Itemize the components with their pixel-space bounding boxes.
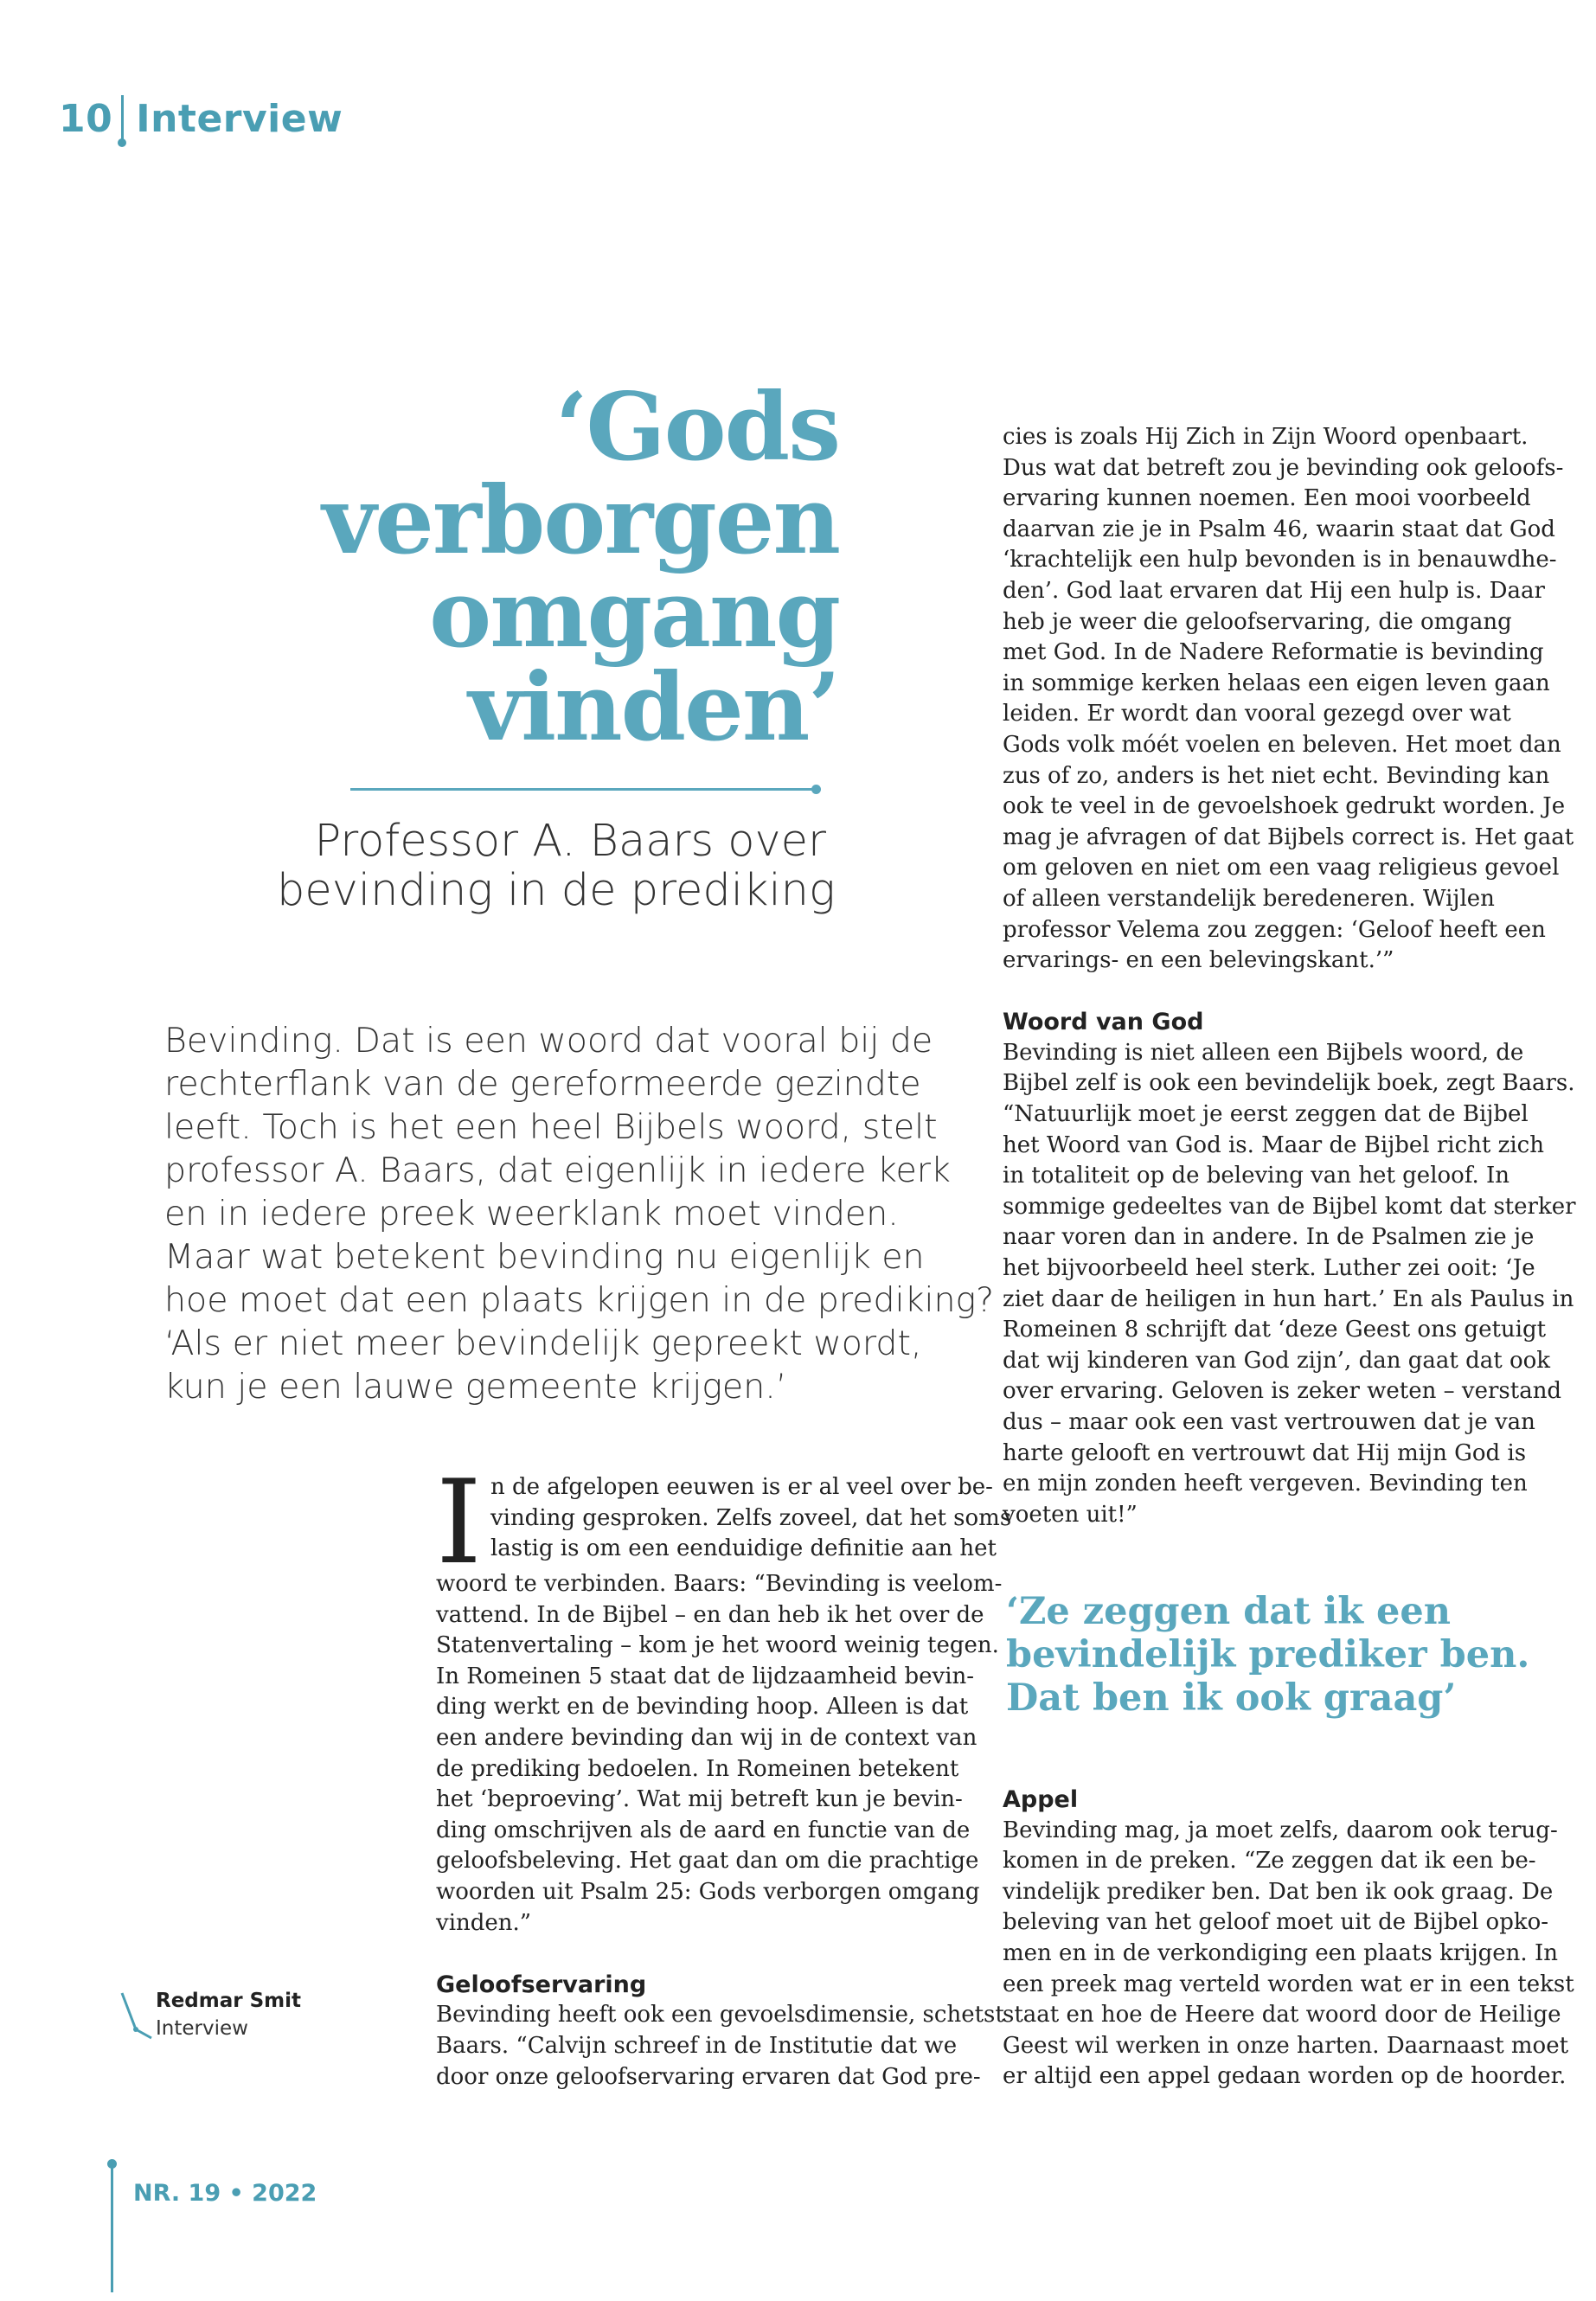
page-number: 10 [59, 97, 113, 141]
body-paragraph [436, 1569, 1003, 1939]
body-line: Bevinding mag, ja moet zelfs, daarom ook terug- [1003, 1817, 1558, 1843]
body-paragraph [436, 2000, 1004, 2093]
body-line: over ervaring. Geloven is zeker weten – verstand [1003, 1378, 1562, 1405]
intro-paragraph [164, 1019, 995, 1408]
intro-line: kun je een lauwe gemeente krijgen.’ [164, 1367, 787, 1407]
body-line: Dus wat dat betreft zou je bevinding ook geloofs- [1003, 454, 1564, 481]
headline-divider [350, 788, 816, 791]
subtitle [277, 816, 836, 916]
body-line: geloofsbeleving. Het gaat dan om die prachtige [436, 1848, 979, 1875]
pull-quote [1006, 1590, 1560, 1720]
body-line: ‘krachtelijk een hulp bevonden is in benauwdhe- [1003, 547, 1557, 574]
body-column-middle [436, 1455, 1012, 2093]
body-line: professor Velema zou zeggen: ‘Geloof heeft een [1003, 916, 1546, 943]
section-label: Interview [136, 97, 343, 141]
headline-line: omgang [429, 560, 839, 669]
body-line: een preek mag verteld worden wat er in een tekst [1003, 1971, 1574, 1997]
body-line: ook te veel in de gevoelshoek gedrukt worden. Je [1003, 793, 1566, 820]
body-line: heb je weer die geloofservaring, die omgang [1003, 608, 1512, 635]
body-line: staat en hoe de Heere dat woord door de Heilige [1003, 2002, 1561, 2029]
body-line: cies is zoals Hij Zich in Zijn Woord openbaart. [1003, 424, 1529, 450]
body-line: mag je afvragen of dat Bijbels correct is. Het gaat [1003, 824, 1574, 850]
body-line: het ‘beproeving’. Wat mij betreft kun je bevin- [436, 1786, 963, 1813]
body-line: in totaliteit op de beleving van het geloof. In [1003, 1163, 1510, 1189]
body-line: ziet daar de heiligen in hun hart.’ En als Paulus in [1003, 1285, 1574, 1312]
body-line: en mijn zonden heeft vergeven. Bevinding ten [1003, 1471, 1528, 1497]
body-line: om geloven en niet om een vaag religieus gevoel [1003, 855, 1560, 881]
body-line: Geest wil werken in onze harten. Daarnaast moet [1003, 2032, 1569, 2059]
body-line: Romeinen 8 schrijft dat ‘deze Geest ons getuigt [1003, 1317, 1547, 1343]
body-column-right [1003, 422, 1576, 1530]
body-line: Bevinding heeft ook een gevoelsdimensie, schetst [436, 2002, 1004, 2029]
body-paragraph [1003, 422, 1574, 977]
body-line: door onze geloofservaring ervaren dat God pre- [436, 2063, 981, 2090]
body-line: Bijbel zelf is ook een bevindelijk boek, zegt Baars. [1003, 1070, 1575, 1097]
body-line: beleving van het geloof moet uit de Bijbel opko- [1003, 1909, 1549, 1936]
pull-quote-line: bevindelijk prediker ben. [1006, 1633, 1530, 1676]
body-line: er altijd een appel gedaan worden op de hoorder. [1003, 2063, 1567, 2090]
body-line: Baars. “Calvijn schreef in de Institutie dat we [436, 2032, 958, 2059]
body-line: “Natuurlijk moet je eerst zeggen dat de Bijbel [1003, 1101, 1529, 1128]
page-header [59, 95, 343, 141]
pull-quote-line: ‘Ze zeggen dat ik een [1006, 1590, 1452, 1633]
body-line: vindelijk prediker ben. Dat ben ik ook graag. De [1003, 1878, 1554, 1905]
body-line: naar voren dan in andere. In de Psalmen zie je [1003, 1224, 1535, 1251]
body-line: woorden uit Psalm 25: Gods verborgen omgang [436, 1878, 980, 1905]
body-line: het bijvoorbeeld heel sterk. Luther zei ooit: ‘Je [1003, 1255, 1535, 1282]
body-line: voeten uit!” [1003, 1501, 1138, 1528]
author-role: Interview [156, 2017, 248, 2040]
body-line: daarvan zie je in Psalm 46, waarin staat dat God [1003, 516, 1555, 542]
headline-line: vinden’ [468, 653, 839, 762]
body-line: lastig is om een eenduidige definitie aan het [490, 1535, 997, 1562]
body-line: met God. In de Nadere Reformatie is bevinding [1003, 639, 1544, 666]
body-line: ding werkt en de bevinding hoop. Alleen is dat [436, 1694, 969, 1721]
intro-line: rechterflank van de gereformeerde gezindte [164, 1064, 921, 1104]
body-line: komen in de preken. “Ze zeggen dat ik een be- [1003, 1848, 1536, 1875]
body-line: een andere bevinding dan wij in de context van [436, 1724, 977, 1751]
pull-quote-line: Dat ben ik ook graag’ [1006, 1676, 1457, 1720]
body-line: de prediking bedoelen. In Romeinen betekent [436, 1755, 959, 1782]
body-line: vinden.” [436, 1909, 532, 1936]
subtitle-line: Professor A. Baars over [314, 816, 826, 867]
body-line: ervaring kunnen noemen. Een mooi voorbeeld [1003, 485, 1531, 512]
issue-label: NR. 19 • 2022 [133, 2180, 317, 2207]
intro-line: hoe moet dat een plaats krijgen in de prediking? [164, 1280, 995, 1320]
intro-line: ‘Als er niet meer bevindelijk gepreekt wordt, [164, 1324, 922, 1363]
headline [294, 373, 839, 762]
body-line: woord te verbinden. Baars: “Bevinding is veelom- [436, 1571, 1003, 1597]
dropcap: I [436, 1455, 482, 1590]
body-line: In Romeinen 5 staat dat de lijdzaamheid bevin- [436, 1663, 975, 1689]
body-column-right-lower [1003, 1785, 1574, 2093]
body-line: ervarings- en een belevingskant.’” [1003, 947, 1394, 974]
body-line: dus – maar ook een vast vertrouwen dat je van [1003, 1409, 1535, 1435]
pen-icon [119, 1991, 153, 2043]
body-line: den’. God laat ervaren dat Hij een hulp is. Daar [1003, 577, 1545, 604]
body-line: vinding gesproken. Zelfs zoveel, dat het soms [490, 1504, 1012, 1531]
body-line: ding omschrijven als de aard en functie van de [436, 1817, 971, 1843]
body-line: harte gelooft en vertrouwt dat Hij mijn God is [1003, 1439, 1527, 1466]
header-separator [121, 95, 124, 140]
section-heading: Geloofservaring [436, 1971, 647, 1998]
body-line: leiden. Er wordt dan vooral gezegd over wat [1003, 701, 1511, 727]
body-line: dat wij kinderen van God zijn’, dan gaat dat ook [1003, 1347, 1551, 1374]
author-name: Redmar Smit [156, 1990, 302, 2012]
body-paragraph [1003, 1038, 1576, 1531]
body-line: Gods volk móét voelen en beleven. Het moet dan [1003, 731, 1561, 758]
section-heading: Woord van God [1003, 1009, 1204, 1036]
headline-line: verborgen [322, 466, 839, 575]
section-heading: Appel [1003, 1786, 1079, 1813]
intro-line: professor A. Baars, dat eigenlijk in iedere kerk [164, 1150, 951, 1190]
body-line: zus of zo, anders is het niet echt. Bevinding kan [1003, 762, 1550, 789]
footer-divider [111, 2163, 113, 2292]
body-line: in sommige kerken helaas een eigen leven gaan [1003, 670, 1550, 696]
body-line: of alleen verstandelijk beredeneren. Wijlen [1003, 885, 1495, 912]
body-paragraph [1003, 1816, 1574, 2093]
body-line: n de afgelopen eeuwen is er al veel over be- [490, 1474, 993, 1500]
intro-line: Maar wat betekent bevinding nu eigenlijk en [164, 1237, 925, 1277]
body-line: men en in de verkondiging een plaats krijgen. In [1003, 1939, 1558, 1966]
body-line: vattend. In de Bijbel – en dan heb ik het over de [436, 1601, 984, 1628]
body-line: Bevinding is niet alleen een Bijbels woord, de [1003, 1039, 1524, 1066]
body-line: sommige gedeeltes van de Bijbel komt dat sterker [1003, 1193, 1576, 1220]
intro-line: en in iedere preek weerklank moet vinden. [164, 1194, 899, 1234]
body-line: het Woord van God is. Maar de Bijbel richt zich [1003, 1131, 1544, 1158]
body-line: Statenvertaling – kom je het woord weinig tegen. [436, 1632, 999, 1659]
headline-line: ‘Gods [554, 373, 839, 482]
subtitle-line: bevinding in de prediking [277, 865, 836, 916]
intro-line: leeft. Toch is het een heel Bijbels woord, stelt [164, 1107, 938, 1147]
intro-line: Bevinding. Dat is een woord dat vooral bij de [164, 1021, 933, 1061]
